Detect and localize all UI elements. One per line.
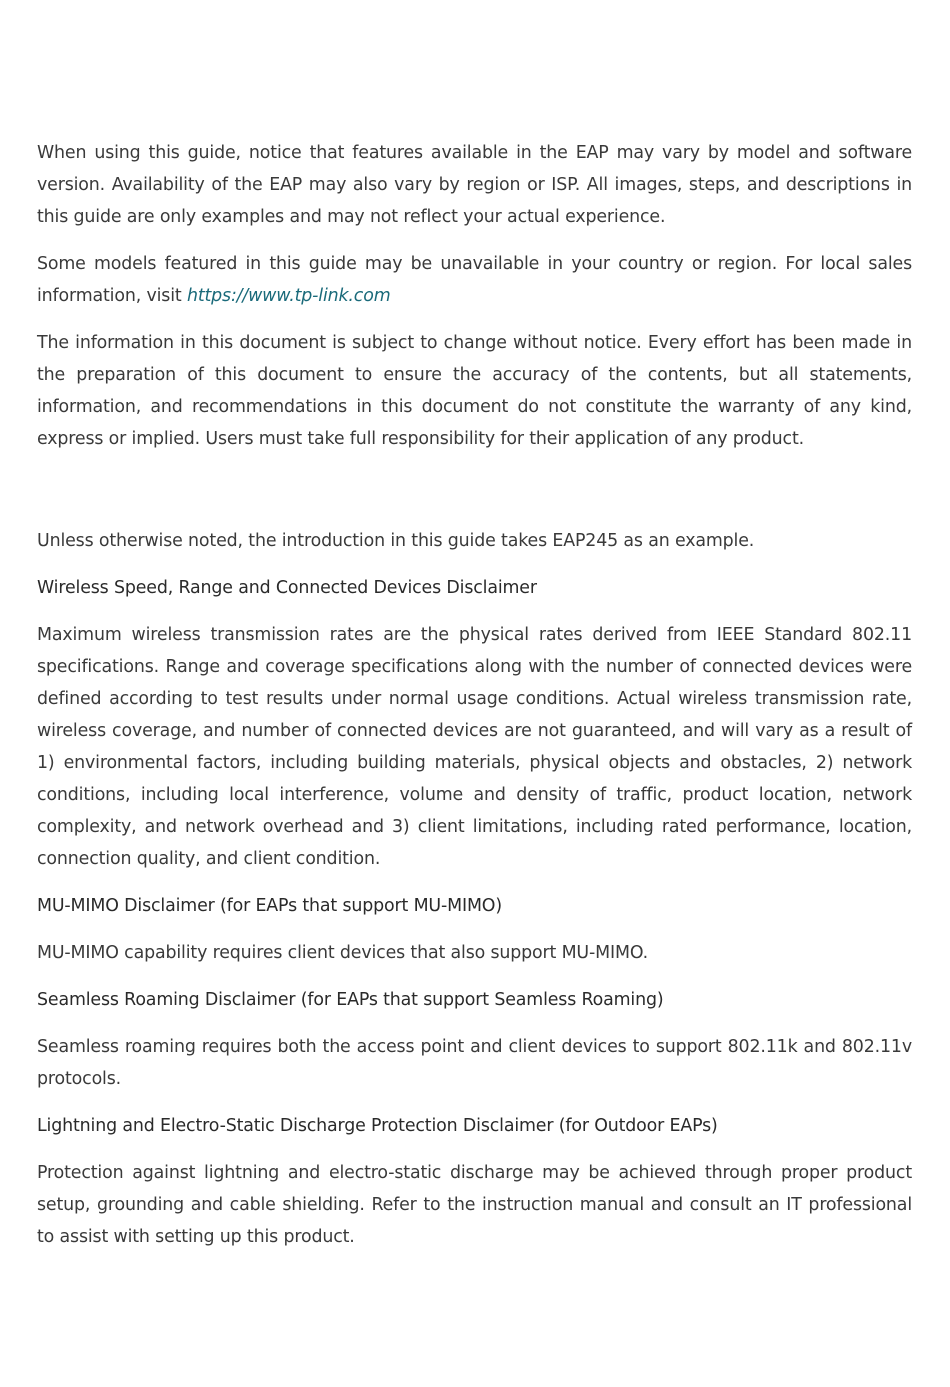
availability-paragraph xyxy=(37,248,912,312)
seamless-roaming-disclaimer-heading: Seamless Roaming Disclaimer (for EAPs that support Seamless Roaming) xyxy=(37,990,664,1010)
example-model-paragraph: Unless otherwise noted, the introduction in this guide takes EAP245 as an example. xyxy=(37,531,755,551)
wireless-speed-disclaimer-text: Maximum wireless transmission rates are the physical rates derived from IEEE Standard 802.11 specifications. Range and coverage specifications along with the number of connected devices were defined according to test results under normal usage conditions. Actual wireless transmission rate, wireless coverage, and number of connected devices are not guaranteed, and will vary as a result of 1) environmental factors, including building materials, physical objects and obstacles, 2) network conditions, including local interference, volume and density of traffic, product location, network complexity, and network overhead and 3) client limitations, including rated performance, location, connection quality, and client condition. xyxy=(37,625,912,869)
tp-link-website-link[interactable]: https://www.tp-link.com xyxy=(186,286,391,306)
seamless-roaming-disclaimer-text: Seamless roaming requires both the access point and client devices to support 802.11k and 802.11v protocols. xyxy=(37,1037,912,1089)
wireless-speed-disclaimer-heading: Wireless Speed, Range and Connected Devices Disclaimer xyxy=(37,578,537,598)
lightning-esd-disclaimer-text: Protection against lightning and electro-static discharge may be achieved through proper product setup, grounding and cable shielding. Refer to the instruction manual and consult an IT professional to assist with setting up this product. xyxy=(37,1163,912,1247)
change-notice-paragraph: The information in this document is subject to change without notice. Every effort has been made in the preparation of this document to ensure the accuracy of the contents, but all statements, information, and recommendations in this document do not constitute the warranty of any kind, express or implied. Users must take full responsibility for their application of any product. xyxy=(37,333,912,449)
availability-text: Some models featured in this guide may be unavailable in your country or region. For local sales information, visit xyxy=(37,254,912,306)
document-page xyxy=(37,137,912,1253)
mu-mimo-disclaimer-text: MU-MIMO capability requires client devices that also support MU-MIMO. xyxy=(37,943,649,963)
lightning-esd-disclaimer-heading: Lightning and Electro-Static Discharge Protection Disclaimer (for Outdoor EAPs) xyxy=(37,1116,718,1136)
intro-paragraph: When using this guide, notice that features available in the EAP may vary by model and software version. Availability of the EAP may also vary by region or ISP. All images, steps, and descriptions in this guide are only examples and may not reflect your actual experience. xyxy=(37,143,912,227)
mu-mimo-disclaimer-heading: MU-MIMO Disclaimer (for EAPs that support MU-MIMO) xyxy=(37,896,502,916)
